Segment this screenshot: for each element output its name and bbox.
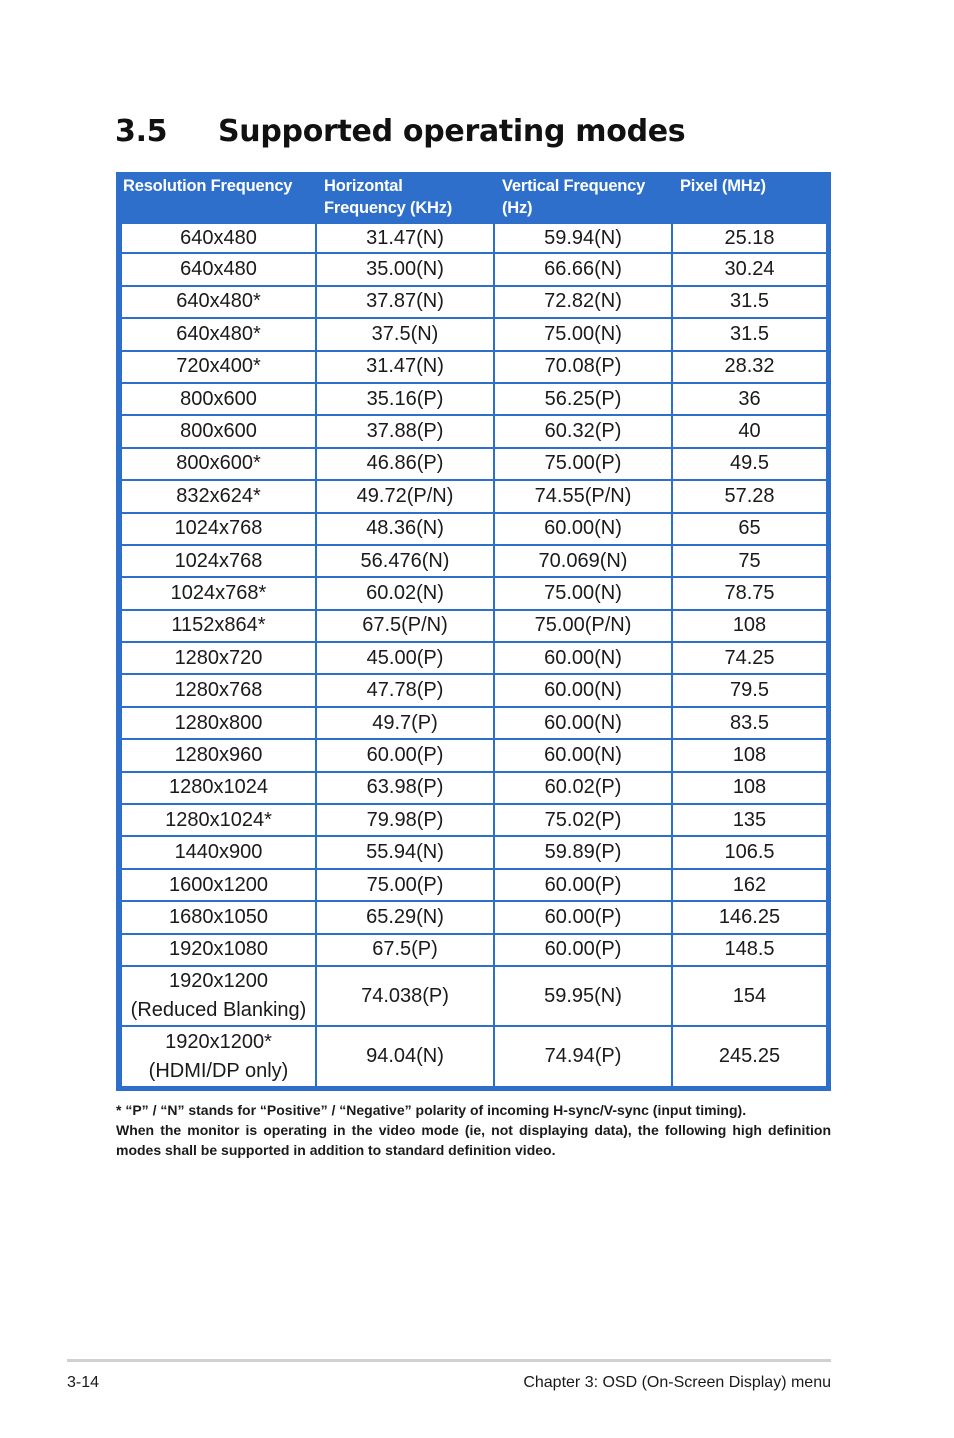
cell-text: 640x480: [180, 258, 257, 281]
header-line: Vertical Frequency: [502, 177, 646, 195]
table-row: [116, 449, 831, 481]
cell-text: 1440x900: [174, 841, 263, 864]
cell-text: 148.5: [724, 938, 775, 961]
vertical-freq-cell: [495, 449, 673, 481]
resolution-cell: [116, 416, 317, 448]
cell-text: 832x624*: [176, 484, 261, 507]
cell-text: 59.95(N): [544, 984, 622, 1007]
cell-text: 79.5: [730, 679, 769, 702]
table-row: [116, 675, 831, 707]
cell-text: 1024x768: [174, 549, 263, 572]
cell-text: 67.5(P/N): [362, 614, 448, 637]
horizontal-freq-cell: [317, 773, 495, 805]
resolution-cell: [116, 740, 317, 772]
resolution-cell: [116, 611, 317, 643]
table-row: [116, 837, 831, 869]
table-row: [116, 935, 831, 967]
cell-text: 63.98(P): [366, 776, 444, 799]
vertical-freq-cell: [495, 416, 673, 448]
resolution-cell: [116, 773, 317, 805]
cell-text: 60.02(P): [544, 776, 622, 799]
cell-text: 154: [732, 984, 767, 1007]
cell-text: 162: [732, 873, 767, 896]
header-line: Pixel (MHz): [680, 177, 766, 195]
horizontal-freq-cell: [317, 578, 495, 610]
footnote: [116, 1100, 831, 1160]
header-line: (Hz): [502, 199, 533, 217]
pixel-clock-cell: [673, 837, 831, 869]
pixel-clock-cell: [673, 773, 831, 805]
cell-text: 74.94(P): [544, 1045, 622, 1068]
cell-text: 640x480*: [176, 290, 261, 313]
footer-divider: [67, 1359, 831, 1362]
cell-text: 60.02(N): [366, 581, 444, 604]
pixel-clock-cell: [673, 254, 831, 286]
cell-text: 60.00(P): [544, 873, 622, 896]
pixel-clock-cell: [673, 578, 831, 610]
table-row: [116, 902, 831, 934]
pixel-clock-cell: [673, 740, 831, 772]
cell-text: 79.98(P): [366, 808, 444, 831]
cell-text: 45.00(P): [366, 646, 444, 669]
cell-text: 640x480*: [176, 322, 261, 345]
cell-text: 59.89(P): [544, 841, 622, 864]
resolution-cell: [116, 675, 317, 707]
resolution-cell: [116, 1027, 317, 1088]
cell-text: 28.32: [724, 355, 775, 378]
cell-text: 67.5(P): [372, 938, 438, 961]
resolution-cell: [116, 514, 317, 546]
cell-text: 37.5(N): [371, 322, 439, 345]
cell-text: 74.55(P/N): [534, 484, 632, 507]
vertical-freq-cell: [495, 319, 673, 351]
header-vertical: [495, 172, 673, 222]
pixel-clock-cell: [673, 935, 831, 967]
table-row: [116, 1027, 831, 1088]
table-row: [116, 416, 831, 448]
vertical-freq-cell: [495, 546, 673, 578]
vertical-freq-cell: [495, 902, 673, 934]
cell-text: 66.66(N): [544, 258, 622, 281]
pixel-clock-cell: [673, 319, 831, 351]
cell-text: 800x600: [180, 420, 257, 443]
cell-text: 640x480: [180, 226, 257, 249]
pixel-clock-cell: [673, 222, 831, 254]
cell-text: 47.78(P): [366, 679, 444, 702]
cell-text: 60.00(P): [366, 743, 444, 766]
table-row: [116, 222, 831, 254]
table-row: [116, 578, 831, 610]
cell-text: 75.02(P): [544, 808, 622, 831]
cell-text: 1280x768: [174, 679, 263, 702]
vertical-freq-cell: [495, 675, 673, 707]
cell-text: 48.36(N): [366, 517, 444, 540]
cell-text: 1280x1024*: [165, 808, 272, 831]
cell-text: 1024x768: [174, 517, 263, 540]
vertical-freq-cell: [495, 805, 673, 837]
cell-text: 146.25: [718, 905, 781, 928]
table-row: [116, 384, 831, 416]
cell-text: 37.88(P): [366, 420, 444, 443]
pixel-clock-cell: [673, 643, 831, 675]
vertical-freq-cell: [495, 578, 673, 610]
resolution-cell: [116, 287, 317, 319]
cell-text: 31.5: [730, 322, 769, 345]
horizontal-freq-cell: [317, 967, 495, 1028]
pixel-clock-cell: [673, 805, 831, 837]
cell-text: 800x600*: [176, 452, 261, 475]
horizontal-freq-cell: [317, 675, 495, 707]
cell-text: 56.476(N): [360, 549, 450, 572]
chapter-label: Chapter 3: OSD (On-Screen Display) menu: [523, 1374, 831, 1391]
cell-text: 60.32(P): [544, 420, 622, 443]
table-row: [116, 967, 831, 1028]
horizontal-freq-cell: [317, 935, 495, 967]
table-row: [116, 352, 831, 384]
cell-text: 37.87(N): [366, 290, 444, 313]
cell-text: 75: [738, 549, 761, 572]
cell-text: 75.00(P/N): [534, 614, 632, 637]
vertical-freq-cell: [495, 611, 673, 643]
cell-text: 59.94(N): [544, 226, 622, 249]
cell-text: 60.00(N): [544, 711, 622, 734]
cell-text: 1280x720: [174, 646, 263, 669]
vertical-freq-cell: [495, 514, 673, 546]
cell-text: 49.5: [730, 452, 769, 475]
cell-text: 1024x768*: [170, 581, 267, 604]
horizontal-freq-cell: [317, 481, 495, 513]
cell-text: 75.00(P): [544, 452, 622, 475]
cell-text: 31.5: [730, 290, 769, 313]
cell-text: 30.24: [724, 258, 775, 281]
section-number: 3.5: [115, 114, 168, 149]
horizontal-freq-cell: [317, 611, 495, 643]
cell-text: 31.47(N): [366, 355, 444, 378]
cell-text: 1920x1080: [169, 938, 268, 961]
vertical-freq-cell: [495, 384, 673, 416]
table-row: [116, 643, 831, 675]
cell-text: 36: [738, 387, 761, 410]
header-line: Horizontal: [324, 177, 403, 195]
vertical-freq-cell: [495, 287, 673, 319]
horizontal-freq-cell: [317, 643, 495, 675]
vertical-freq-cell: [495, 708, 673, 740]
horizontal-freq-cell: [317, 902, 495, 934]
cell-text: 1920x1200*: [165, 1030, 272, 1053]
table-row: [116, 319, 831, 351]
cell-text: (Reduced Blanking): [130, 999, 307, 1022]
cell-text: 60.00(P): [544, 905, 622, 928]
horizontal-freq-cell: [317, 449, 495, 481]
pixel-clock-cell: [673, 546, 831, 578]
operating-modes-table: [116, 172, 831, 1088]
cell-text: 60.00(N): [544, 743, 622, 766]
vertical-freq-cell: [495, 837, 673, 869]
horizontal-freq-cell: [317, 287, 495, 319]
pixel-clock-cell: [673, 967, 831, 1028]
table-header-row: [116, 172, 831, 222]
table-row: [116, 514, 831, 546]
page-number: 3-14: [67, 1374, 100, 1391]
pixel-clock-cell: [673, 287, 831, 319]
cell-text: 70.08(P): [544, 355, 622, 378]
horizontal-freq-cell: [317, 254, 495, 286]
horizontal-freq-cell: [317, 1027, 495, 1088]
header-pixel: [673, 172, 831, 222]
footnote-video-mode: When the monitor is operating in the video mode (ie, not displaying data), the following high definition modes shall be supported in addition to standard definition video.: [116, 1122, 831, 1158]
horizontal-freq-cell: [317, 222, 495, 254]
pixel-clock-cell: [673, 384, 831, 416]
pixel-clock-cell: [673, 708, 831, 740]
table-row: [116, 740, 831, 772]
horizontal-freq-cell: [317, 384, 495, 416]
horizontal-freq-cell: [317, 352, 495, 384]
header-line: Resolution Frequency: [123, 177, 293, 195]
cell-text: 65: [738, 517, 761, 540]
resolution-cell: [116, 935, 317, 967]
cell-text: 94.04(N): [366, 1045, 444, 1068]
cell-text: 800x600: [180, 387, 257, 410]
cell-text: 49.7(P): [372, 711, 438, 734]
table-row: [116, 481, 831, 513]
cell-text: 1280x960: [174, 743, 263, 766]
cell-text: (HDMI/DP only): [148, 1059, 289, 1082]
cell-text: 1152x864*: [171, 614, 266, 637]
cell-text: 1280x800: [174, 711, 263, 734]
table-row: [116, 546, 831, 578]
cell-text: 70.069(N): [538, 549, 628, 572]
vertical-freq-cell: [495, 870, 673, 902]
cell-text: 108: [732, 614, 767, 637]
cell-text: 108: [732, 776, 767, 799]
resolution-cell: [116, 222, 317, 254]
section-title-text: Supported operating modes: [218, 114, 686, 149]
vertical-freq-cell: [495, 222, 673, 254]
vertical-freq-cell: [495, 773, 673, 805]
cell-text: 55.94(N): [366, 841, 444, 864]
cell-text: 1680x1050: [169, 905, 268, 928]
cell-text: 78.75: [724, 581, 775, 604]
resolution-cell: [116, 643, 317, 675]
header-horizontal: [317, 172, 495, 222]
vertical-freq-cell: [495, 740, 673, 772]
horizontal-freq-cell: [317, 546, 495, 578]
resolution-cell: [116, 319, 317, 351]
table-row: [116, 870, 831, 902]
cell-text: 720x400*: [176, 355, 261, 378]
resolution-cell: [116, 902, 317, 934]
horizontal-freq-cell: [317, 740, 495, 772]
pixel-clock-cell: [673, 870, 831, 902]
cell-text: 49.72(P/N): [356, 484, 454, 507]
cell-text: 46.86(P): [366, 452, 444, 475]
pixel-clock-cell: [673, 416, 831, 448]
pixel-clock-cell: [673, 675, 831, 707]
resolution-cell: [116, 837, 317, 869]
footnote-polarity: * “P” / “N” stands for “Positive” / “Negative” polarity of incoming H-sync/V-sync (input timing).: [116, 1102, 747, 1118]
resolution-cell: [116, 708, 317, 740]
cell-text: 1920x1200: [169, 970, 268, 993]
table-body: [116, 222, 831, 1088]
pixel-clock-cell: [673, 352, 831, 384]
cell-text: 75.00(N): [544, 322, 622, 345]
table-row: [116, 805, 831, 837]
resolution-cell: [116, 870, 317, 902]
cell-text: 35.00(N): [366, 258, 444, 281]
operating-modes-table-frame: [116, 172, 831, 1091]
pixel-clock-cell: [673, 514, 831, 546]
cell-text: 83.5: [730, 711, 769, 734]
cell-text: 35.16(P): [366, 387, 444, 410]
cell-text: 72.82(N): [544, 290, 622, 313]
pixel-clock-cell: [673, 481, 831, 513]
pixel-clock-cell: [673, 611, 831, 643]
cell-text: 40: [738, 420, 761, 443]
cell-text: 74.25: [724, 646, 775, 669]
cell-text: 1280x1024: [169, 776, 268, 799]
horizontal-freq-cell: [317, 837, 495, 869]
vertical-freq-cell: [495, 481, 673, 513]
resolution-cell: [116, 384, 317, 416]
cell-text: 60.00(N): [544, 517, 622, 540]
resolution-cell: [116, 578, 317, 610]
cell-text: 75.00(N): [544, 581, 622, 604]
table-row: [116, 708, 831, 740]
table-row: [116, 287, 831, 319]
cell-text: 57.28: [724, 484, 775, 507]
table-row: [116, 773, 831, 805]
cell-text: 108: [732, 743, 767, 766]
cell-text: 60.00(N): [544, 679, 622, 702]
cell-text: 106.5: [724, 841, 775, 864]
pixel-clock-cell: [673, 902, 831, 934]
section-title: [115, 114, 685, 149]
resolution-cell: [116, 967, 317, 1028]
resolution-cell: [116, 254, 317, 286]
vertical-freq-cell: [495, 935, 673, 967]
resolution-cell: [116, 546, 317, 578]
cell-text: 74.038(P): [361, 984, 449, 1007]
horizontal-freq-cell: [317, 319, 495, 351]
horizontal-freq-cell: [317, 416, 495, 448]
cell-text: 31.47(N): [366, 226, 444, 249]
cell-text: 25.18: [724, 226, 775, 249]
horizontal-freq-cell: [317, 708, 495, 740]
pixel-clock-cell: [673, 1027, 831, 1088]
resolution-cell: [116, 449, 317, 481]
vertical-freq-cell: [495, 254, 673, 286]
cell-text: 245.25: [718, 1045, 781, 1068]
resolution-cell: [116, 481, 317, 513]
vertical-freq-cell: [495, 643, 673, 675]
resolution-cell: [116, 352, 317, 384]
vertical-freq-cell: [495, 1027, 673, 1088]
cell-text: 56.25(P): [544, 387, 622, 410]
resolution-cell: [116, 805, 317, 837]
table-row: [116, 254, 831, 286]
vertical-freq-cell: [495, 352, 673, 384]
pixel-clock-cell: [673, 449, 831, 481]
table-row: [116, 611, 831, 643]
cell-text: 75.00(P): [366, 873, 444, 896]
horizontal-freq-cell: [317, 514, 495, 546]
cell-text: 65.29(N): [366, 905, 444, 928]
horizontal-freq-cell: [317, 870, 495, 902]
cell-text: 135: [732, 808, 767, 831]
cell-text: 60.00(N): [544, 646, 622, 669]
cell-text: 1600x1200: [169, 873, 268, 896]
vertical-freq-cell: [495, 967, 673, 1028]
cell-text: 60.00(P): [544, 938, 622, 961]
horizontal-freq-cell: [317, 805, 495, 837]
header-line: Frequency (KHz): [324, 199, 453, 217]
header-resolution: [116, 172, 317, 222]
